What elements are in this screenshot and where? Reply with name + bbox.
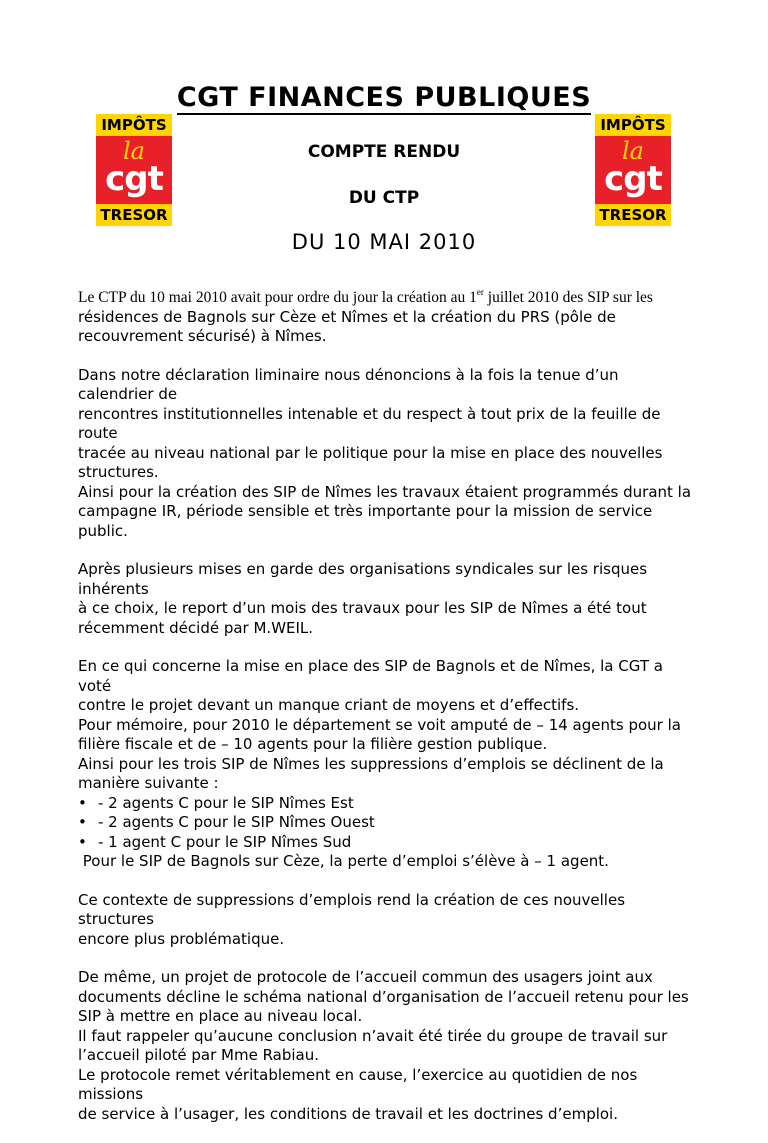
logo-impots-label: IMPÔTS [595, 114, 671, 136]
logo-la-text: la [123, 137, 145, 165]
logo-tresor-label: TRESOR [595, 204, 671, 226]
text-line: Le protocole remet véritablement en cause, l’exercice au quotidien de nos missions [78, 1065, 638, 1103]
text-line: En ce qui concerne la mise en place des SIP de Bagnols et de Nîmes, la CGT a voté [78, 657, 663, 695]
bullet-item: • - 1 agent C pour le SIP Nîmes Sud [78, 832, 352, 851]
text-line: documents décline le schéma national d’organisation de l’accueil retenu pour les [78, 987, 689, 1006]
text-line: l’accueil piloté par Mme Rabiau. [78, 1046, 320, 1064]
text-line: tracée au niveau national par le politique pour la mise en place des nouvelles [78, 443, 663, 462]
text-line: De même, un projet de protocole de l’accueil commun des usagers joint aux [78, 968, 653, 986]
logo-impots-label: IMPÔTS [96, 114, 172, 136]
bullet-icon: • [78, 793, 87, 812]
text-line: Après plusieurs mises en garde des organisations syndicales sur les risques inhérents [78, 560, 648, 598]
text-line: récemment décidé par M.WEIL. [78, 618, 314, 637]
text-line: SIP à mettre en place au niveau local. [78, 1007, 363, 1025]
report-body [78, 288, 698, 1143]
subtitle-ctp: DU CTP [348, 188, 420, 208]
intro-line-1: Le CTP du 10 mai 2010 avait pour ordre du jour la création au 1er juillet 2010 des SIP sur les [78, 287, 653, 306]
paragraph-report [78, 560, 698, 638]
text-line: Dans notre déclaration liminaire nous dénoncions à la fois la tenue d’un calendrier de [78, 365, 619, 403]
text-line: Ainsi pour la création des SIP de Nîmes les travaux étaient programmés durant la [78, 482, 692, 501]
text-line: Ainsi pour les trois SIP de Nîmes les suppressions d’emplois se déclinent de la [78, 754, 664, 773]
text-line: contre le projet devant un manque criant de moyens et d’effectifs. [78, 696, 580, 714]
text-line: manière suivante : [78, 774, 219, 792]
paragraph-vote [78, 657, 698, 872]
cgt-logo-right [595, 114, 671, 226]
subtitle-compte-rendu: COMPTE RENDU [307, 142, 461, 162]
paragraph-intro [78, 288, 698, 347]
text-line: Il faut rappeler qu’aucune conclusion n’avait été tirée du groupe de travail sur [78, 1026, 668, 1045]
logo-cgt-text: cgt [105, 159, 163, 199]
text-line: à ce choix, le report d’un mois des travaux pour les SIP de Nîmes a été tout [78, 599, 647, 617]
paragraph-declaration [78, 366, 698, 542]
bullet-icon: • [78, 832, 87, 851]
page-title: CGT FINANCES PUBLIQUES [176, 82, 592, 113]
bullet-icon: • [78, 813, 87, 831]
text-line: encore plus problématique. [78, 929, 285, 948]
meeting-date: DU 10 MAI 2010 [291, 230, 477, 254]
text-line: Ce contexte de suppressions d’emplois rend la création de ces nouvelles structures [78, 890, 626, 928]
text-line: campagne IR, période sensible et très importante pour la mission de service public. [78, 502, 653, 540]
text-line: Pour le SIP de Bagnols sur Cèze, la perte d’emploi s’élève à – 1 agent. [78, 852, 609, 870]
bullet-item: • - 2 agents C pour le SIP Nîmes Est [78, 793, 354, 812]
text-line: rencontres institutionnelles intenable et du respect à tout prix de la feuille de route [78, 404, 661, 442]
intro-line-2: résidences de Bagnols sur Cèze et Nîmes et la création du PRS (pôle de [78, 307, 616, 326]
bullet-item: • - 2 agents C pour le SIP Nîmes Ouest [78, 813, 375, 831]
text-line: structures. [78, 463, 159, 481]
logo-la-text: la [622, 137, 644, 165]
cgt-logo-left [96, 114, 172, 226]
paragraph-context [78, 891, 698, 950]
logo-tresor-label: TRESOR [96, 204, 172, 226]
text-line: de service à l’usager, les conditions de travail et les doctrines d’emploi. [78, 1104, 618, 1123]
logo-cgt-text: cgt [604, 159, 662, 199]
paragraph-protocol [78, 968, 698, 1124]
intro-line-3: recouvrement sécurisé) à Nîmes. [78, 327, 327, 345]
text-line: Pour mémoire, pour 2010 le département se voit amputé de – 14 agents pour la [78, 715, 681, 734]
text-line: filière fiscale et de – 10 agents pour la filière gestion publique. [78, 735, 548, 753]
